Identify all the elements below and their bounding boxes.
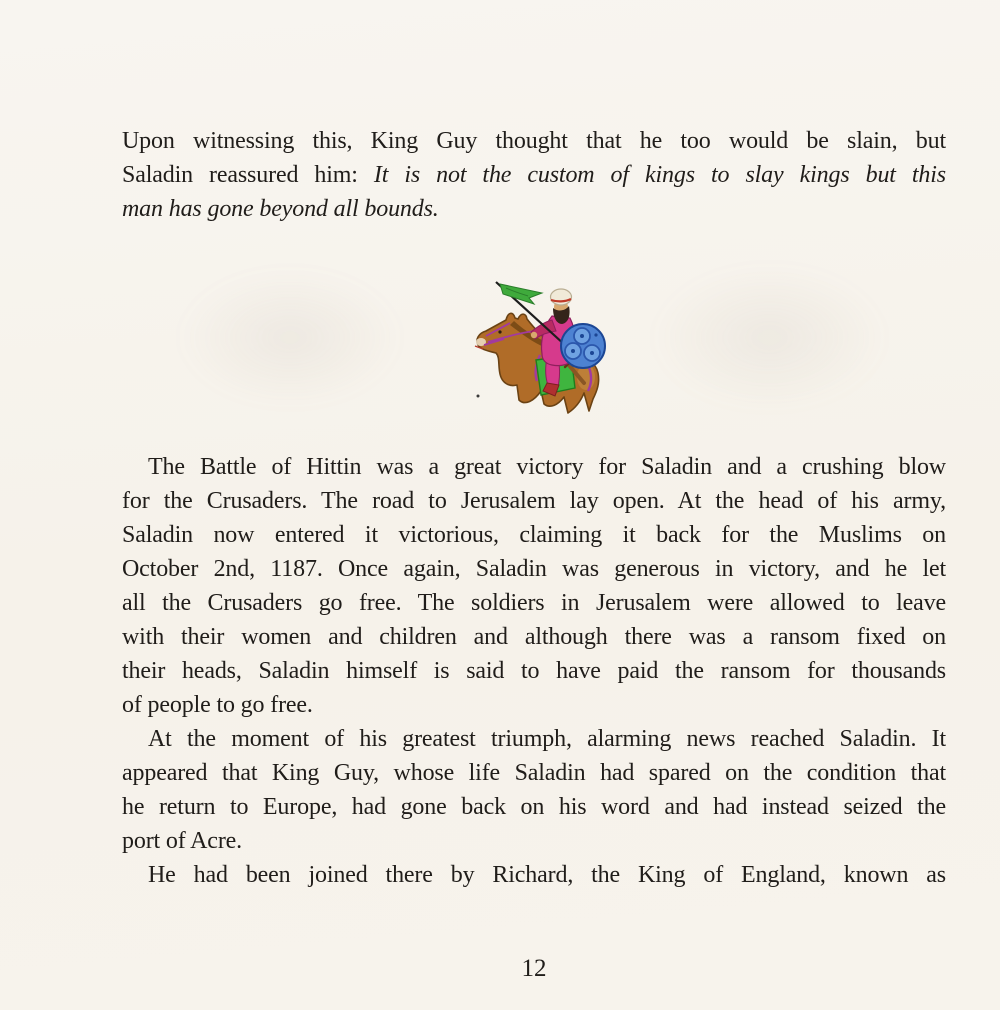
text-line xyxy=(122,124,946,158)
text-run: for the Crusaders. The road to Jerusalem lay open. At the head of his army, xyxy=(122,488,946,514)
horse-eye xyxy=(498,330,501,333)
text-line xyxy=(122,858,946,892)
text-line xyxy=(122,586,946,620)
text-line xyxy=(122,688,946,722)
text-run: with their women and children and although there was a ransom fixed on xyxy=(122,624,946,650)
text-run: their heads, Saladin himself is said to have paid the ransom for thousands xyxy=(122,658,946,684)
text-line xyxy=(122,158,946,192)
paragraph xyxy=(122,450,946,722)
italic-text-run: It is not the custom of kings to slay kings but this xyxy=(373,162,946,188)
text-line xyxy=(122,722,946,756)
text-run: October 2nd, 1187. Once again, Saladin was generous in victory, and he let xyxy=(122,556,946,582)
ink-speck xyxy=(477,395,480,398)
text-run: port of Acre. xyxy=(122,828,243,854)
text-line xyxy=(122,654,946,688)
shield-dot xyxy=(590,351,594,355)
saladin-horseman-illustration xyxy=(470,258,620,423)
paragraph xyxy=(122,722,946,858)
text-run: Upon witnessing this, King Guy thought that he too would be slain, but xyxy=(122,128,946,154)
italic-text-run: man has gone beyond all bounds. xyxy=(122,196,439,222)
text-line xyxy=(122,450,946,484)
paragraph xyxy=(122,858,946,892)
text-run: appeared that King Guy, whose life Saladin had spared on the condition that xyxy=(122,760,946,786)
text-run: The Battle of Hittin was a great victory for Saladin and a crushing blow xyxy=(148,454,946,480)
text-run: of people to go free. xyxy=(122,692,313,718)
page-number: 12 xyxy=(521,955,547,982)
rider-hand xyxy=(531,332,537,338)
text-run: Saladin now entered it victorious, claiming it back for the Muslims on xyxy=(122,522,946,548)
text-run: he return to Europe, had gone back on his word and had instead seized the xyxy=(122,794,946,820)
text-line xyxy=(122,484,946,518)
page-showthrough-ghost xyxy=(140,245,440,430)
paragraph xyxy=(122,124,946,226)
text-line xyxy=(122,518,946,552)
text-run: Saladin reassured him: xyxy=(122,162,374,188)
text-line xyxy=(122,790,946,824)
text-line xyxy=(122,192,946,226)
shield-dot xyxy=(594,333,597,336)
text-run: At the moment of his greatest triumph, alarming news reached Saladin. It xyxy=(148,726,946,752)
text-line xyxy=(122,756,946,790)
text-run: He had been joined there by Richard, the King of England, known as xyxy=(148,862,946,888)
text-line xyxy=(122,824,946,858)
shield-dot xyxy=(580,334,584,338)
body-text-top xyxy=(122,124,946,226)
page-showthrough-ghost xyxy=(612,240,927,435)
text-line xyxy=(122,552,946,586)
body-text-main xyxy=(122,450,946,892)
shield-dot xyxy=(571,349,575,353)
text-line xyxy=(122,620,946,654)
text-run: all the Crusaders go free. The soldiers in Jerusalem were allowed to leave xyxy=(122,590,946,616)
